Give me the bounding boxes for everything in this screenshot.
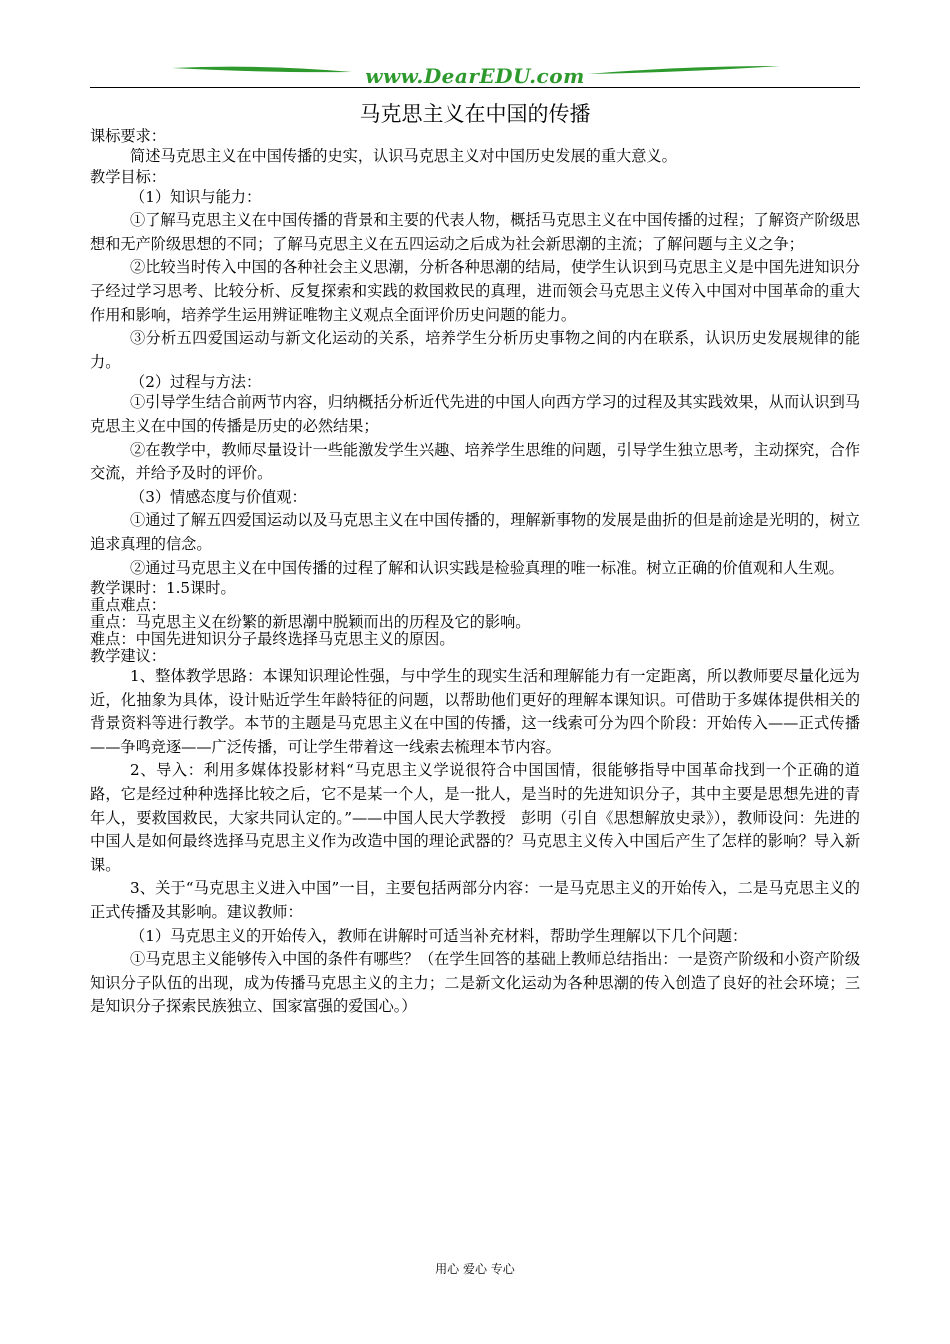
document-body — [90, 128, 860, 1019]
section-heading-objectives: 教学目标： — [90, 167, 166, 186]
site-header-banner — [90, 60, 860, 94]
key-point: 重点：马克思主义在纷繁的新思潮中脱颖而出的历程及它的影响。 — [90, 613, 531, 632]
difficulty-point: 难点：中国先进知识分子最终选择马克思主义的原因。 — [90, 630, 455, 649]
section-heading-curriculum: 课标要求： — [90, 127, 166, 145]
paragraph: 简述马克思主义在中国传播的史实，认识马克思主义对中国历史发展的重大意义。 — [130, 147, 677, 165]
class-hours: 教学课时：1.5课时。 — [90, 579, 236, 598]
page-footer: 用心 爱心 专心 — [435, 1262, 515, 1276]
paragraph: ①马克思主义能够传入中国的条件有哪些？（在学生回答的基础上教师总结指出：一是资产阶级和小资产阶级知识分子队伍的出现，成为传播马克思主义的主力；二是新文化运动为各种思潮的传入创造了良好的社会环境；三是知识分子探索民族独立、国家富强的爱国心。） — [90, 950, 860, 1016]
section-heading-suggestions: 教学建议： — [90, 647, 166, 666]
site-logo-text[interactable]: www.DearEDU.com — [365, 64, 585, 88]
header-divider — [90, 87, 860, 88]
paragraph: ②比较当时传入中国的各种社会主义思潮，分析各种思潮的结局，使学生认识到马克思主义是中国先进知识分子经过学习思考、比较分析、反复探索和实践的救国救民的真理，进而领会马克思主义传入中国对中国革命的重大作用和影响，培养学生运用辨证唯物主义观点全面评价历史问题的能力。 — [90, 258, 860, 324]
subheading: （3）情感态度与价值观： — [130, 487, 307, 506]
paragraph: ①引导学生结合前两节内容，归纳概括分析近代先进的中国人向西方学习的过程及其实践效果，从而认识到马克思主义在中国的传播是历史的必然结果； — [90, 393, 860, 435]
subheading: （1）知识与能力： — [130, 187, 262, 206]
paragraph: ②通过马克思主义在中国传播的过程了解和认识实践是检验真理的唯一标准。树立正确的价值观和人生观。 — [130, 558, 844, 577]
paragraph: ①了解马克思主义在中国传播的背景和主要的代表人物，概括马克思主义在中国传播的过程；了解资产阶级思想和无产阶级思想的不同；了解马克思主义在五四运动之后成为社会新思潮的主流；了解问题与主义之争； — [90, 211, 860, 253]
section-heading-key-points: 重点难点： — [90, 596, 166, 615]
paragraph: 3、关于“马克思主义进入中国”一目，主要包括两部分内容：一是马克思主义的开始传入，二是马克思主义的正式传播及其影响。建议教师： — [90, 879, 860, 922]
paragraph: ①通过了解五四爱国运动以及马克思主义在中国传播的，理解新事物的发展是曲折的但是前途是光明的，树立追求真理的信念。 — [90, 511, 860, 553]
paragraph: 2、导入：利用多媒体投影材料“马克思主义学说很符合中国国情，很能够指导中国革命找到一个正确的道路，它是经过种种选择比较之后，它不是某一个人，是一批人，是当时的先进知识分子，其中主要是思想先进的青年人，要救国救民，大家共同认定的。”——中国人民大学教授 彭明（引自《思想解放史录》），教师设问：先进的中国人是如何最终选择马克思主义作为改造中国的理论武器的？马克思主义传入中国后产生了怎样的影响？导入新课。 — [90, 761, 860, 874]
paragraph: 1、整体教学思路：本课知识理论性强，与中学生的现实生活和理解能力有一定距离，所以教师要尽量化远为近，化抽象为具体，设计贴近学生年龄特征的问题，以帮助他们更好的理解本课知识。可借助于多媒体提供相关的背景资料等进行教学。本节的主题是马克思主义在中国的传播，这一线索可分为四个阶段：开始传入——正式传播——争鸣竞逐——广泛传播，可让学生带着这一线索去梳理本节内容。 — [90, 667, 860, 756]
page-title: 马克思主义在中国的传播 — [359, 102, 591, 126]
paragraph: （1）马克思主义的开始传入，教师在讲解时可适当补充材料，帮助学生理解以下几个问题： — [130, 926, 748, 945]
paragraph: ②在教学中，教师尽量设计一些能激发学生兴趣、培养学生思维的问题，引导学生独立思考，主动探究，合作交流，并给予及时的评价。 — [90, 440, 860, 483]
paragraph: ③分析五四爱国运动与新文化运动的关系，培养学生分析历史事物之间的内在联系，认识历史发展规律的能力。 — [90, 329, 860, 371]
subheading: （2）过程与方法： — [130, 373, 262, 392]
